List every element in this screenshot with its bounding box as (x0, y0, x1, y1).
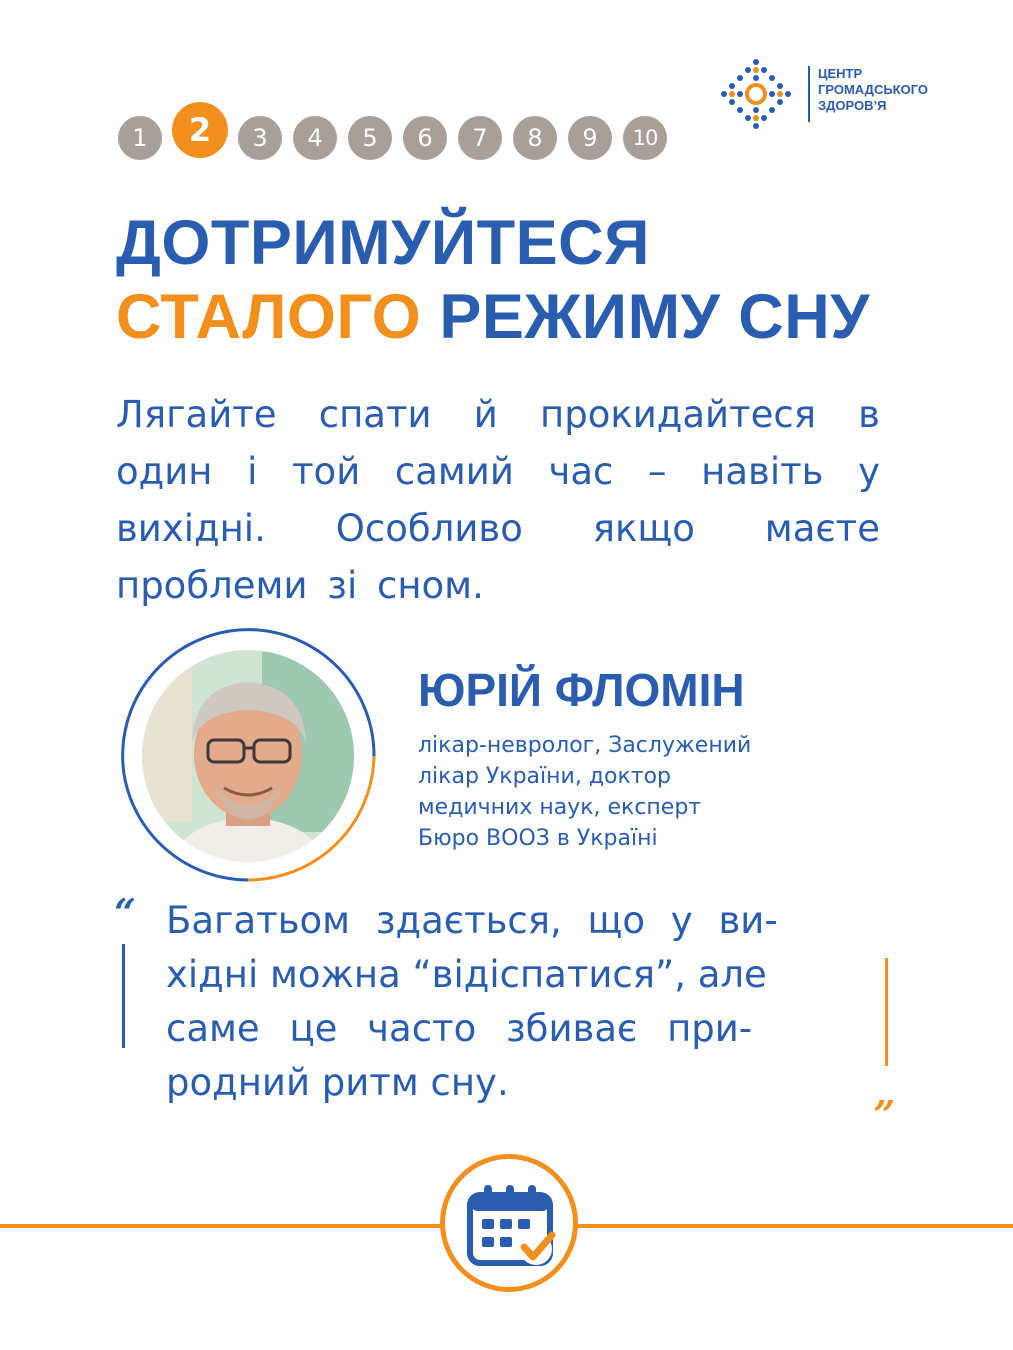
step-8: 8 (513, 116, 557, 160)
logo-line-2: ГРОМАДСЬКОГО (818, 82, 929, 97)
title-accent: СТАЛОГО (116, 282, 422, 352)
step-5: 5 (348, 116, 392, 160)
expert-desc-line: медичних наук, експерт (418, 795, 702, 820)
step-4: 4 (293, 116, 337, 160)
step-9: 9 (568, 116, 612, 160)
title-rest: РЕЖИМУ СНУ (439, 282, 870, 352)
quote-line: родний ритм сну. (166, 1061, 509, 1104)
quote-line: хідні можна “відіспатися”, але (166, 953, 767, 996)
intro-paragraph: Лягайте спати й прокидайтеся в один і той самий час – навіть у вихідні. Особливо якщо маєте проблеми зі сном. (116, 393, 880, 607)
title-line-2 (116, 280, 976, 354)
quote-bar-right (885, 958, 888, 1066)
logo-text (818, 66, 1008, 114)
step-10: 10 (623, 116, 667, 160)
quote-line: Багатьом здається, що у ви- (166, 899, 778, 942)
logo-divider (808, 66, 810, 122)
step-1: 1 (118, 116, 162, 160)
logo-line-3: ЗДОРОВ’Я (818, 98, 887, 113)
expert-description (418, 730, 858, 854)
public-health-center-logo-icon (718, 56, 794, 132)
quote-close-mark: „ (874, 1070, 896, 1115)
quote-open-mark: “ (114, 890, 136, 935)
expert-desc-line: Бюро ВООЗ в Україні (418, 826, 658, 851)
page-title (116, 206, 976, 354)
step-3: 3 (238, 116, 282, 160)
quote-bar-left (122, 944, 125, 1048)
step-6: 6 (403, 116, 447, 160)
title-line-1: ДОТРИМУЙТЕСЯ (116, 208, 650, 278)
expert-desc-line: лікар-невролог, Заслужений (418, 733, 752, 758)
quote-line: саме це часто збиває при- (166, 1007, 753, 1050)
expert-portrait (112, 622, 412, 892)
expert-name: ЮРІЙ ФЛОМІН (418, 664, 745, 716)
step-indicator (118, 110, 678, 158)
calendar-check-icon (466, 1183, 558, 1269)
expert-desc-line: лікар України, доктор (418, 764, 672, 789)
step-7: 7 (458, 116, 502, 160)
logo-line-1: ЦЕНТР (818, 66, 863, 81)
quote-text (166, 894, 846, 1110)
step-2-active: 2 (172, 102, 228, 158)
